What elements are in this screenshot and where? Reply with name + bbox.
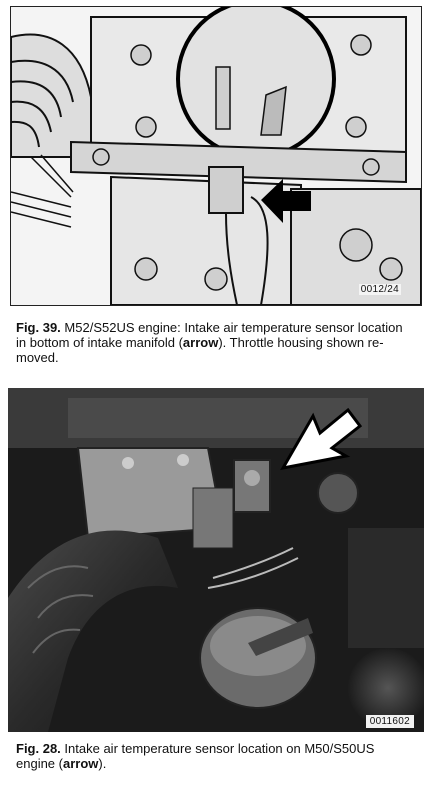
intake-manifold-drawing: [11, 7, 421, 305]
figure-39-caption: [16, 320, 416, 365]
image-number: 0012/24: [360, 284, 399, 295]
caption-text: Intake air temperature sensor location on M50/S50US engine (: [16, 741, 375, 771]
figure-39-illustration: [10, 6, 422, 306]
caption-text-end: ).: [98, 756, 107, 771]
caption-bold: arrow: [182, 335, 219, 350]
figure-number: Fig. 39.: [16, 320, 61, 335]
figure-28-photo: [8, 388, 424, 732]
caption-bold: arrow: [62, 756, 99, 771]
engine-bay-photo: [8, 388, 424, 732]
figure-number: Fig. 28.: [16, 741, 61, 756]
figure-28-caption: [16, 741, 416, 771]
caption-text: M52/S52US engine: Intake air temperature sensor location in bottom of intake manifold (: [16, 320, 403, 350]
image-number: 0011602: [366, 715, 414, 728]
caption-text-end: ). Throttle housing shown re-moved.: [16, 335, 384, 365]
